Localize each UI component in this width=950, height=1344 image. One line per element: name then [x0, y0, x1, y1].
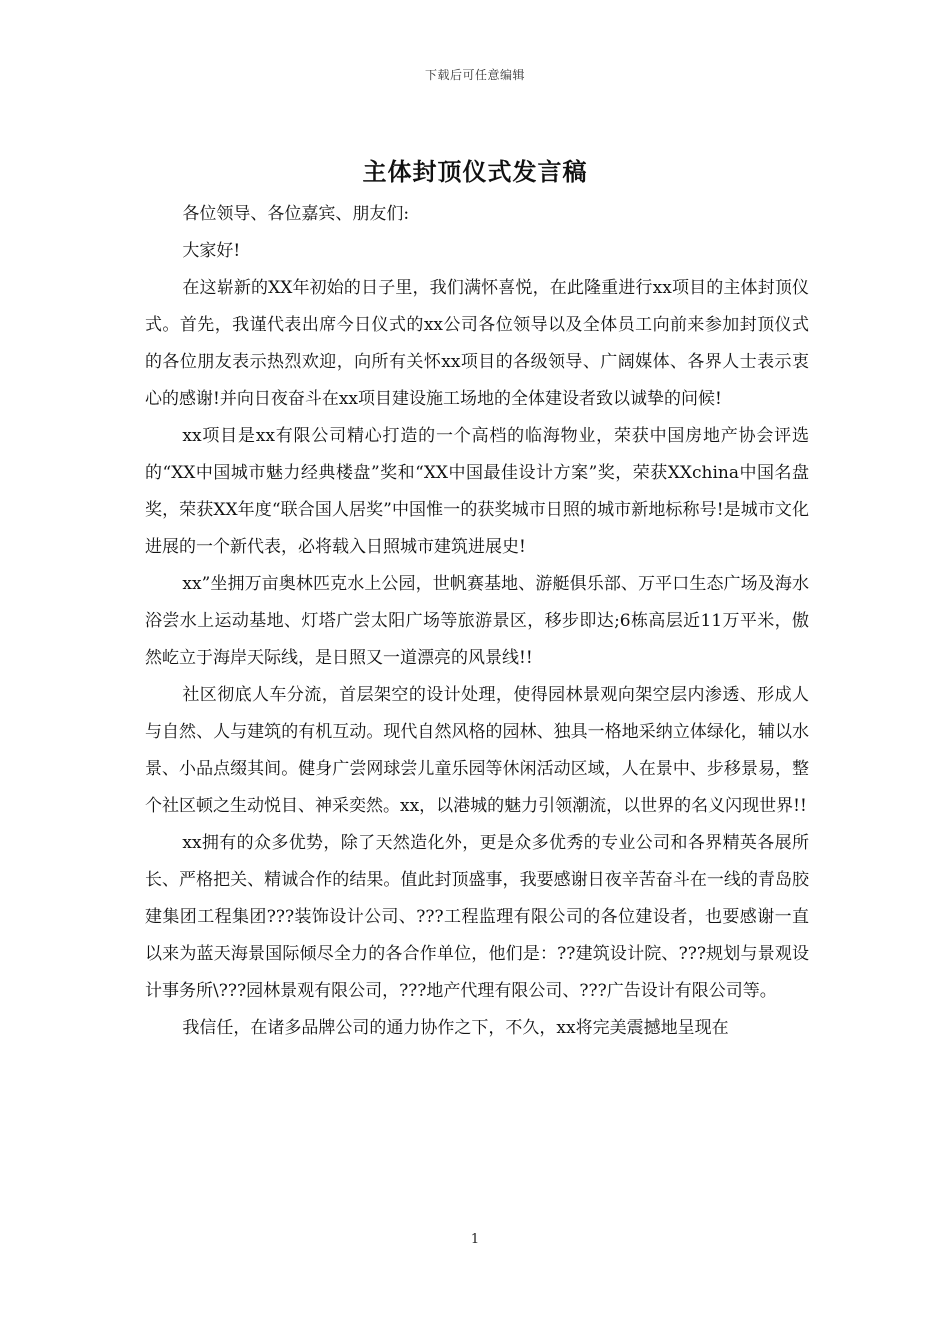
paragraph-greeting: 大家好! — [182, 241, 241, 261]
paragraph: 我信任，在诸多品牌公司的通力协作之下，不久，xx将完美震撼地呈现在 — [182, 1018, 729, 1038]
page-number: 1 — [470, 1232, 480, 1247]
paragraph: xx项目是xx有限公司精心打造的一个高档的临海物业，荣获中国房地产协会评选的“XX中国城市魅力经典楼盘”奖和“XX中国最佳设计方案”奖，荣获XXchina中国名盘奖，荣获XX年度“联合国人居奖”中国惟一的获奖城市日照的城市新地标称号!是城市文化进展的一个新代表，必将载入日照城市建筑进展史! — [145, 426, 809, 557]
document-body — [145, 196, 809, 1047]
document-title: 主体封顶仪式发言稿 — [362, 157, 588, 186]
paragraph: xx”坐拥万亩奥林匹克水上公园，世帆赛基地、游艇俱乐部、万平口生态广场及海水浴尝水上运动基地、灯塔广尝太阳广场等旅游景区，移步即达;6栋高层近11万平米，傲然屹立于海岸天际线，是日照又一道漂亮的风景线!! — [145, 574, 809, 668]
paragraph: xx拥有的众多优势，除了天然造化外，更是众多优秀的专业公司和各界精英各展所长、严格把关、精诚合作的结果。值此封顶盛事，我要感谢日夜辛苦奋斗在一线的青岛胶建集团工程集团???装饰设计公司、???工程监理有限公司的各位建设者，也要感谢一直以来为蓝天海景国际倾尽全力的各合作单位，他们是：??建筑设计院、???规划与景观设计事务所\???园林景观有限公司，???地产代理有限公司、???广告设计有限公司等。 — [145, 833, 809, 1001]
header-note: 下载后可任意编辑 — [424, 68, 525, 82]
paragraph-salutation: 各位领导、各位嘉宾、朋友们: — [182, 204, 410, 224]
paragraph: 社区彻底人车分流，首层架空的设计处理，使得园林景观向架空层内渗透、形成人与自然、人与建筑的有机互动。现代自然风格的园林、独具一格地采纳立体绿化，辅以水景、小品点缀其间。健身广尝网球尝儿童乐园等休闲活动区域，人在景中、步移景易，整个社区顿之生动悦目、神采奕然。xx，以港城的魅力引领潮流，以世界的名义闪现世界!! — [145, 685, 809, 816]
paragraph: 在这崭新的XX年初始的日子里，我们满怀喜悦，在此隆重进行xx项目的主体封顶仪式。首先，我谨代表出席今日仪式的xx公司各位领导以及全体员工向前来参加封顶仪式的各位朋友表示热烈欢迎，向所有关怀xx项目的各级领导、广阔媒体、各界人士表示衷心的感谢!并向日夜奋斗在xx项目建设施工场地的全体建设者致以诚挚的问候! — [145, 278, 809, 409]
